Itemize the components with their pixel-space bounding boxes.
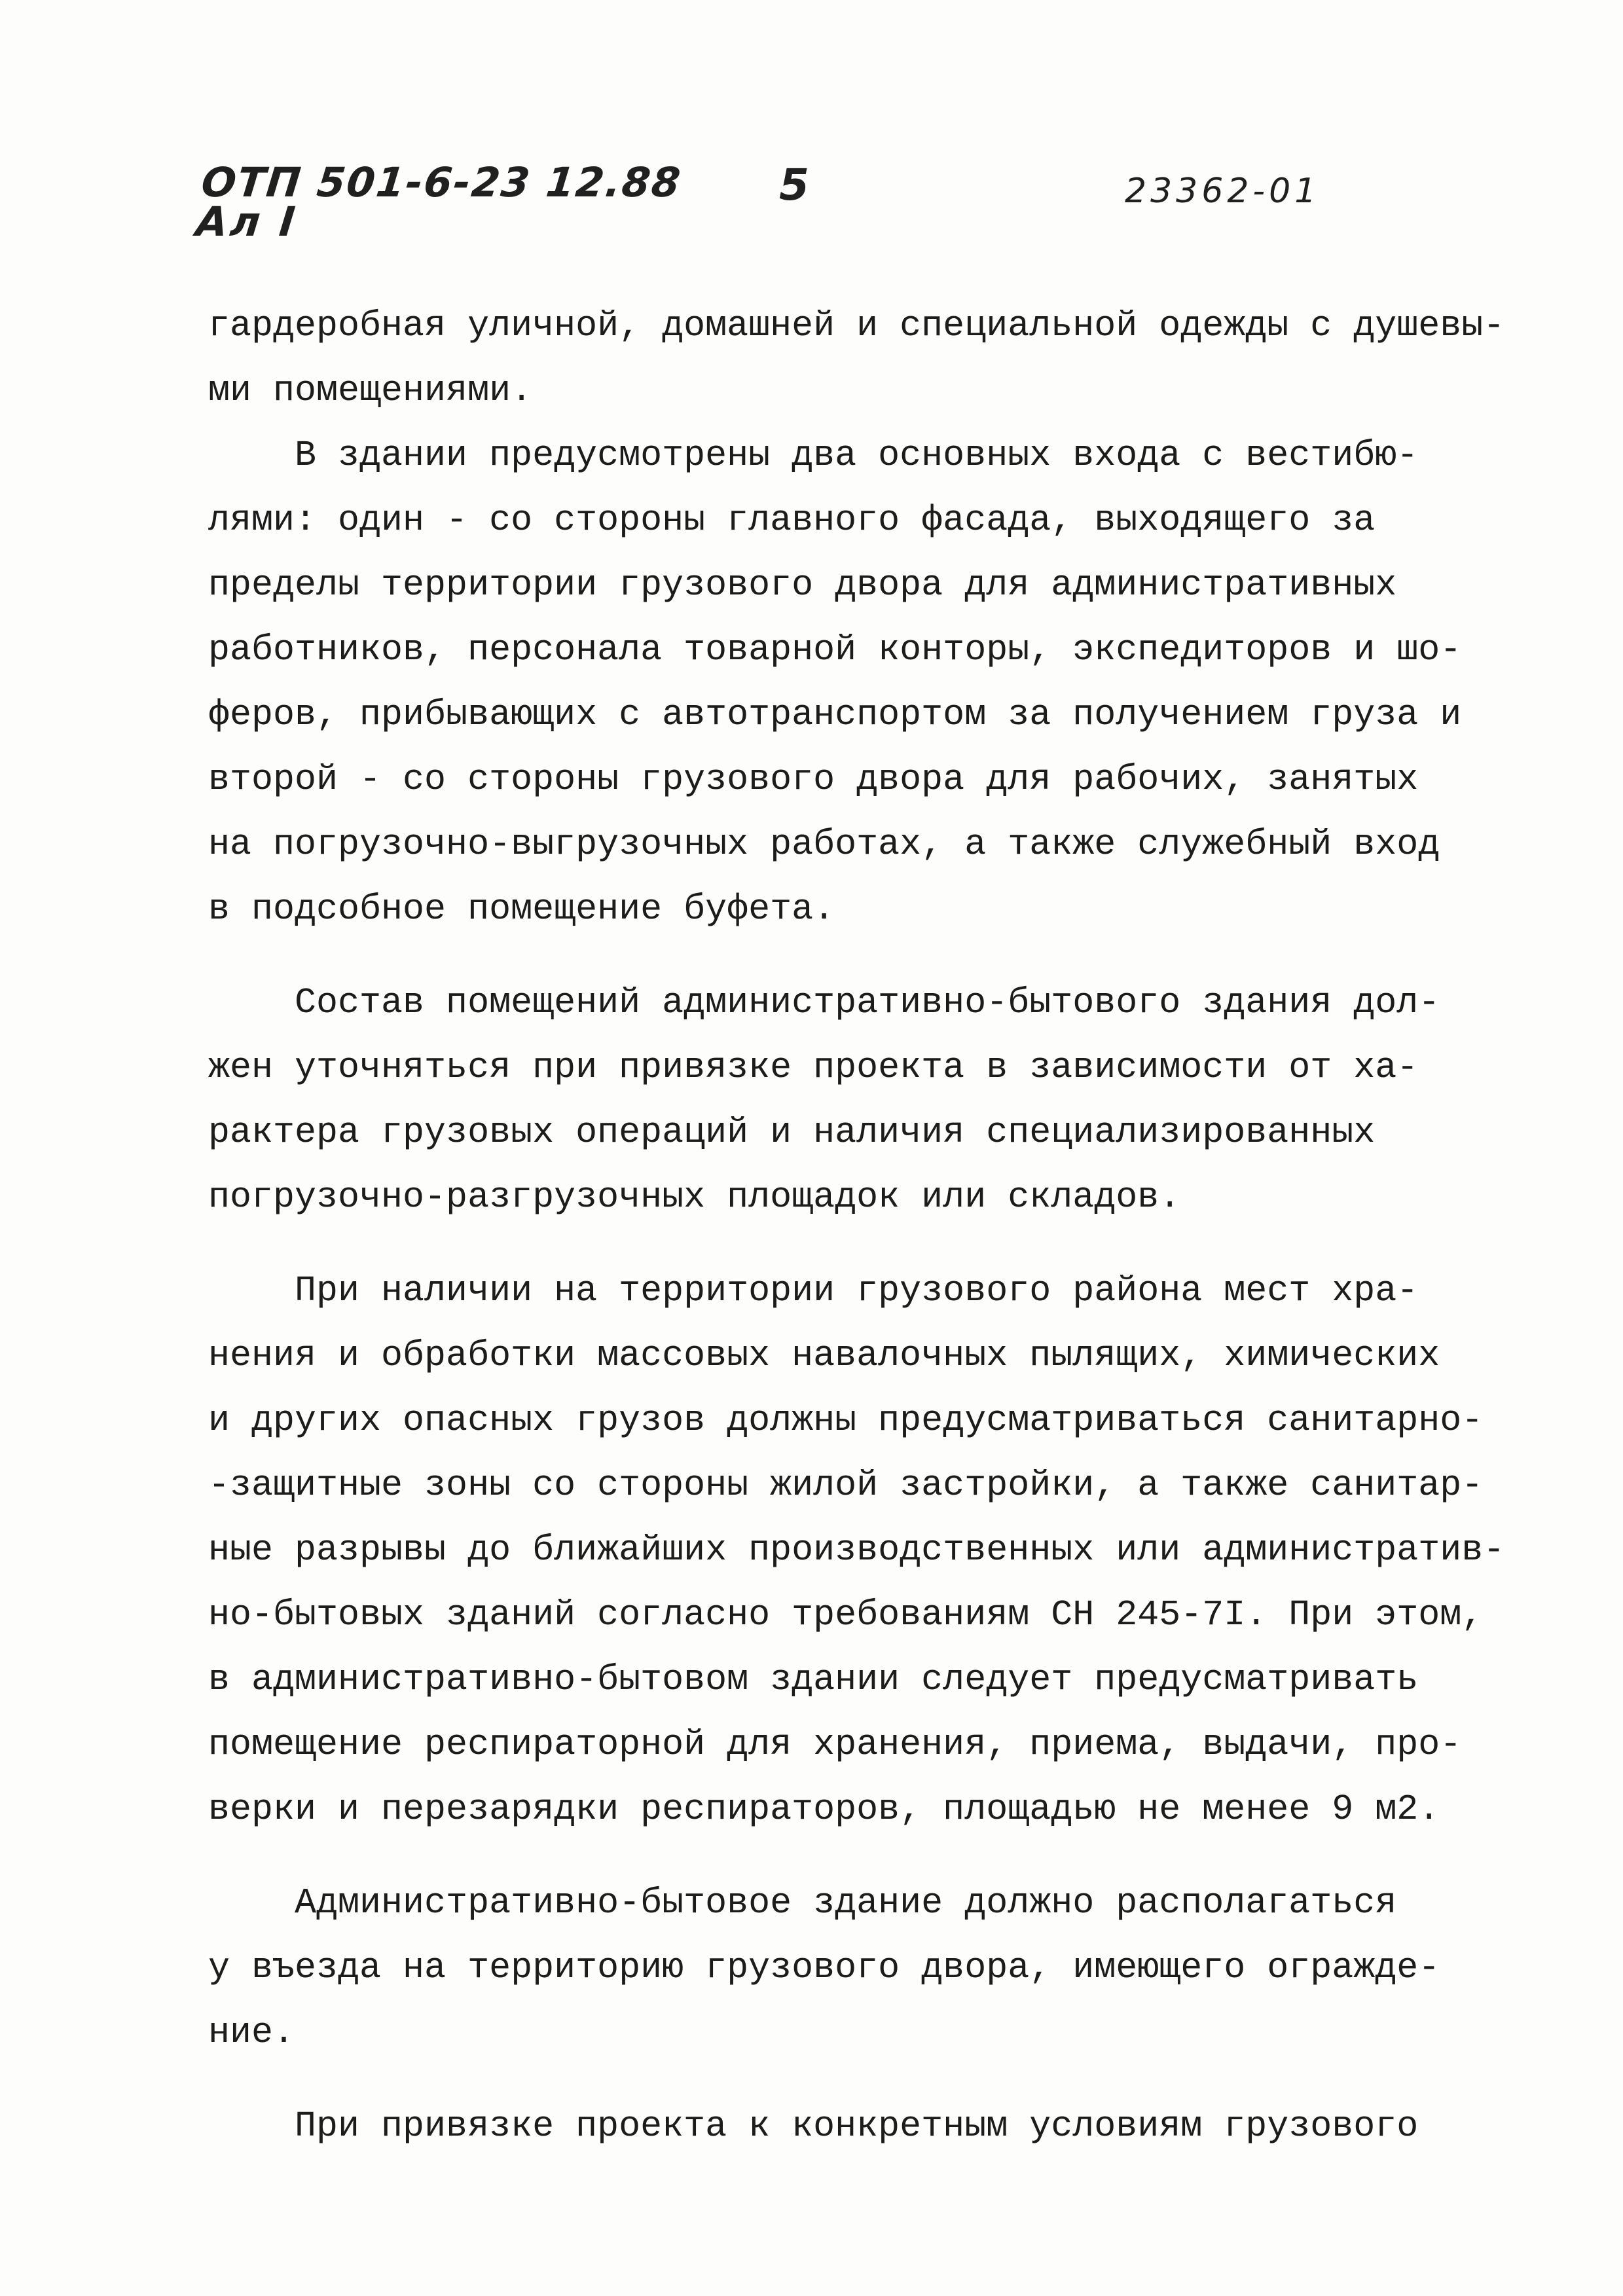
text-line: -защитные зоны со стороны жилой застройки, а также санитар- [208,1465,1484,1506]
text-line: Административно-бытовое здание должно располагаться [208,1882,1397,1923]
page-number: 5 [779,160,809,210]
text-line: верки и перезарядки респираторов, площадью не менее 9 м2. [208,1789,1440,1830]
text-line: работников, персонала товарной конторы, экспедиторов и шо- [208,629,1462,670]
text-line: нения и обработки массовых навалочных пылящих, химических [208,1335,1440,1376]
paragraph-gap [208,1842,1446,1870]
text-line: в административно-бытовом здании следует предусматривать [208,1659,1419,1700]
text-line: второй - со стороны грузового двора для рабочих, занятых [208,759,1419,800]
text-line: ние. [208,2012,295,2053]
text-line: При наличии на территории грузового района мест хра- [208,1270,1419,1311]
paragraph [208,970,1446,1230]
paragraph-gap [208,941,1446,970]
paragraph [208,1258,1505,1842]
text-line: рактера грузовых операций и наличия специализированных [208,1112,1376,1153]
body-text [208,293,1505,2159]
text-line: помещение респираторной для хранения, приема, выдачи, про- [208,1724,1462,1765]
text-line: в подсобное помещение буфета. [208,888,835,930]
text-line: В здании предусмотрены два основных входа с вестибю- [208,435,1419,476]
paragraph [208,423,1462,941]
text-line: и других опасных грузов должны предусматриваться санитарно- [208,1400,1484,1441]
document-code: ОТП 501-6-23 12.88 [199,158,684,206]
text-line: феров, прибывающих с автотранспортом за получением груза и [208,694,1462,735]
text-line: лями: один - со стороны главного фасада, выходящего за [208,500,1376,541]
paragraph [208,2094,1446,2159]
album-label: Ал I [194,198,300,246]
paragraph-gap [208,1230,1446,1258]
text-line: но-бытовых зданий согласно требованиям СН 245-7I. При этом, [208,1594,1484,1635]
text-line: погрузочно-разгрузочных площадок или складов. [208,1176,1181,1218]
text-line: ные разрывы до ближайших производственных или административ- [208,1529,1505,1571]
text-line: ми помещениями. [208,370,533,411]
paragraph [208,293,1505,423]
text-line: При привязке проекта к конкретным условиям грузового [208,2105,1419,2147]
document-number: 23362-01 [1125,172,1321,211]
text-line: Состав помещений административно-бытового здания дол- [208,982,1440,1023]
text-line: жен уточняться при привязке проекта в зависимости от ха- [208,1047,1419,1088]
text-line: гардеробная уличной, домашней и специальной одежды с душевы- [208,305,1505,346]
paragraph [208,1870,1446,2065]
paragraph-gap [208,2065,1446,2094]
text-line: пределы территории грузового двора для административных [208,564,1397,606]
text-line: на погрузочно-выгрузочных работах, а также служебный вход [208,824,1440,865]
text-line: у въезда на территорию грузового двора, имеющего огражде- [208,1947,1440,1988]
